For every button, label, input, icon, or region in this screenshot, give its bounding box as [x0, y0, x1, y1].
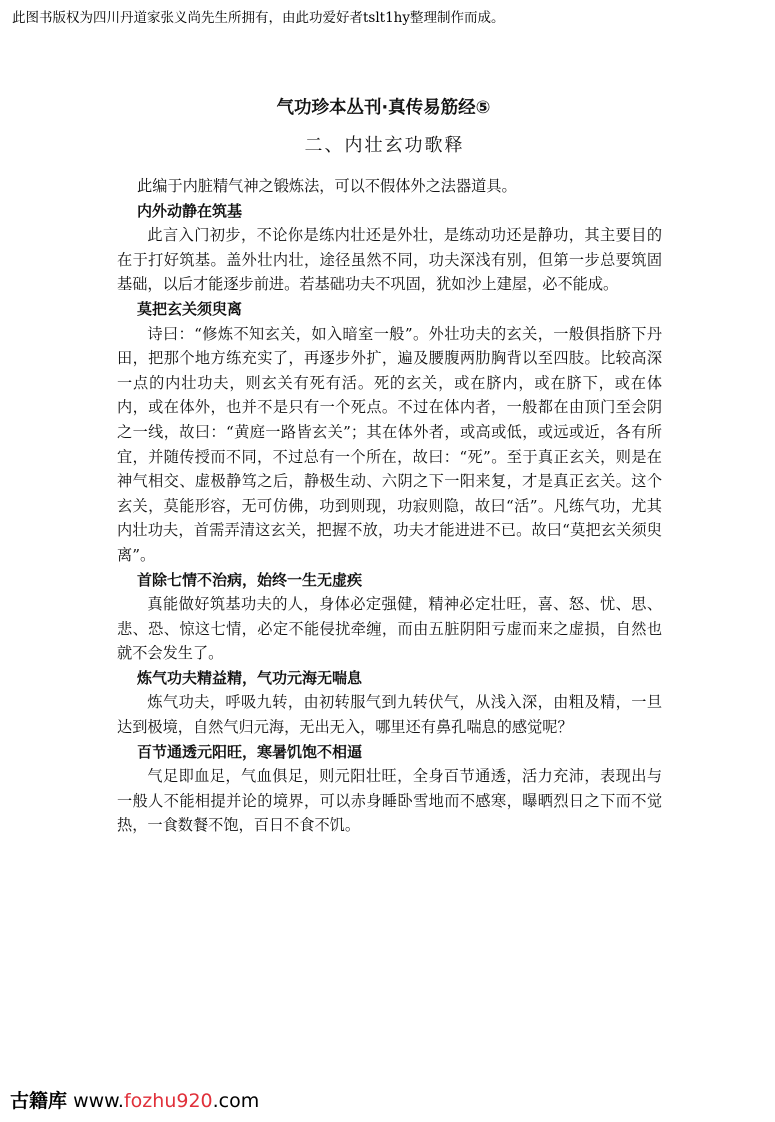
section-paragraph: 气足即血足，气血俱足，则元阳壮旺，全身百节通透，活力充沛，表现出与一般人不能相提并论的境界，可以赤身睡卧雪地而不感寒，曝晒烈日之下而不觉热，一食数餐不饱，百日不食不饥。: [117, 767, 662, 835]
intro-paragraph: 此编于内脏精气神之锻炼法，可以不假体外之法器道具。: [137, 177, 517, 195]
watermark-url-prefix: www.: [73, 1090, 124, 1112]
chapter-title: 二、内壮玄功歌释: [304, 135, 465, 156]
section-paragraph: 此言入门初步，不论你是练内壮还是外壮，是练动功还是静功，其主要目的在于打好筑基。盖外壮内壮，途径虽然不同，功夫深浅有别，但第一步总要筑固基础，以后才能逐步前进。若基础功夫不巩固，犹如沙上建屋，必不能成。: [117, 226, 662, 294]
book-page: [117, 96, 662, 838]
section-heading: 首除七情不治病，始终一生无虚疾: [137, 570, 363, 589]
watermark-url-highlight: fozhu920: [123, 1090, 213, 1112]
series-title: 气功珍本丛刊·真传易筋经⑤: [276, 98, 491, 118]
section-heading: 莫把玄关须臾离: [137, 299, 243, 318]
section-paragraph: 诗曰：“修炼不知玄关，如入暗室一般”。外壮功夫的玄关，一般俱指脐下丹田，把那个地方练充实了，再逐步外扩，遍及腰腹两肋胸背以至四肢。比较高深一点的内壮功夫，则玄关有死有活。死的玄关，或在脐内，或在脐下，或在体内，或在体外，也并不是只有一个死点。不过在体内者，一般都在由顶门至会阴之一线，故曰：“黄庭一路皆玄关”；其在体外者，或高或低，或远或近，各有所宜，并随传授而不同，不过总有一个所在，故曰：“死”。至于真正玄关，则是在神气相交、虚极静笃之后，静极生动、六阴之下一阳来复，才是真正玄关。这个玄关，莫能形容，无可仿佛，功到则现，功寂则隐，故曰“活”。凡练气功，尤其内壮功夫，首需弄清这玄关，把握不放，功夫才能进进不已。故曰“莫把玄关须臾离”。: [117, 324, 662, 564]
copyright-notice: 此图书版权为四川丹道家张义尚先生所拥有，由此功爱好者tslt1hy整理制作而成。: [12, 10, 505, 26]
site-watermark: [10, 1088, 259, 1114]
section-heading: 内外动静在筑基: [137, 201, 243, 220]
watermark-url-suffix: .com: [212, 1090, 260, 1112]
page-body: [117, 174, 662, 838]
section-heading: 百节通透元阳旺，寒暑饥饱不相逼: [137, 742, 363, 761]
section-heading: 炼气功夫精益精，气功元海无喘息: [137, 668, 363, 687]
watermark-site-name: 古籍库: [10, 1090, 68, 1112]
section-paragraph: 真能做好筑基功夫的人，身体必定强健，精神必定壮旺，喜、怒、忧、思、悲、恐、惊这七情，必定不能侵扰牵缠，而由五脏阴阳亏虚而来之虚损，自然也就不会发生了。: [117, 595, 662, 663]
section-paragraph: 炼气功夫，呼吸九转，由初转服气到九转伏气，从浅入深，由粗及精，一旦达到极境，自然气归元海，无出无入，哪里还有鼻孔喘息的感觉呢？: [117, 693, 662, 737]
